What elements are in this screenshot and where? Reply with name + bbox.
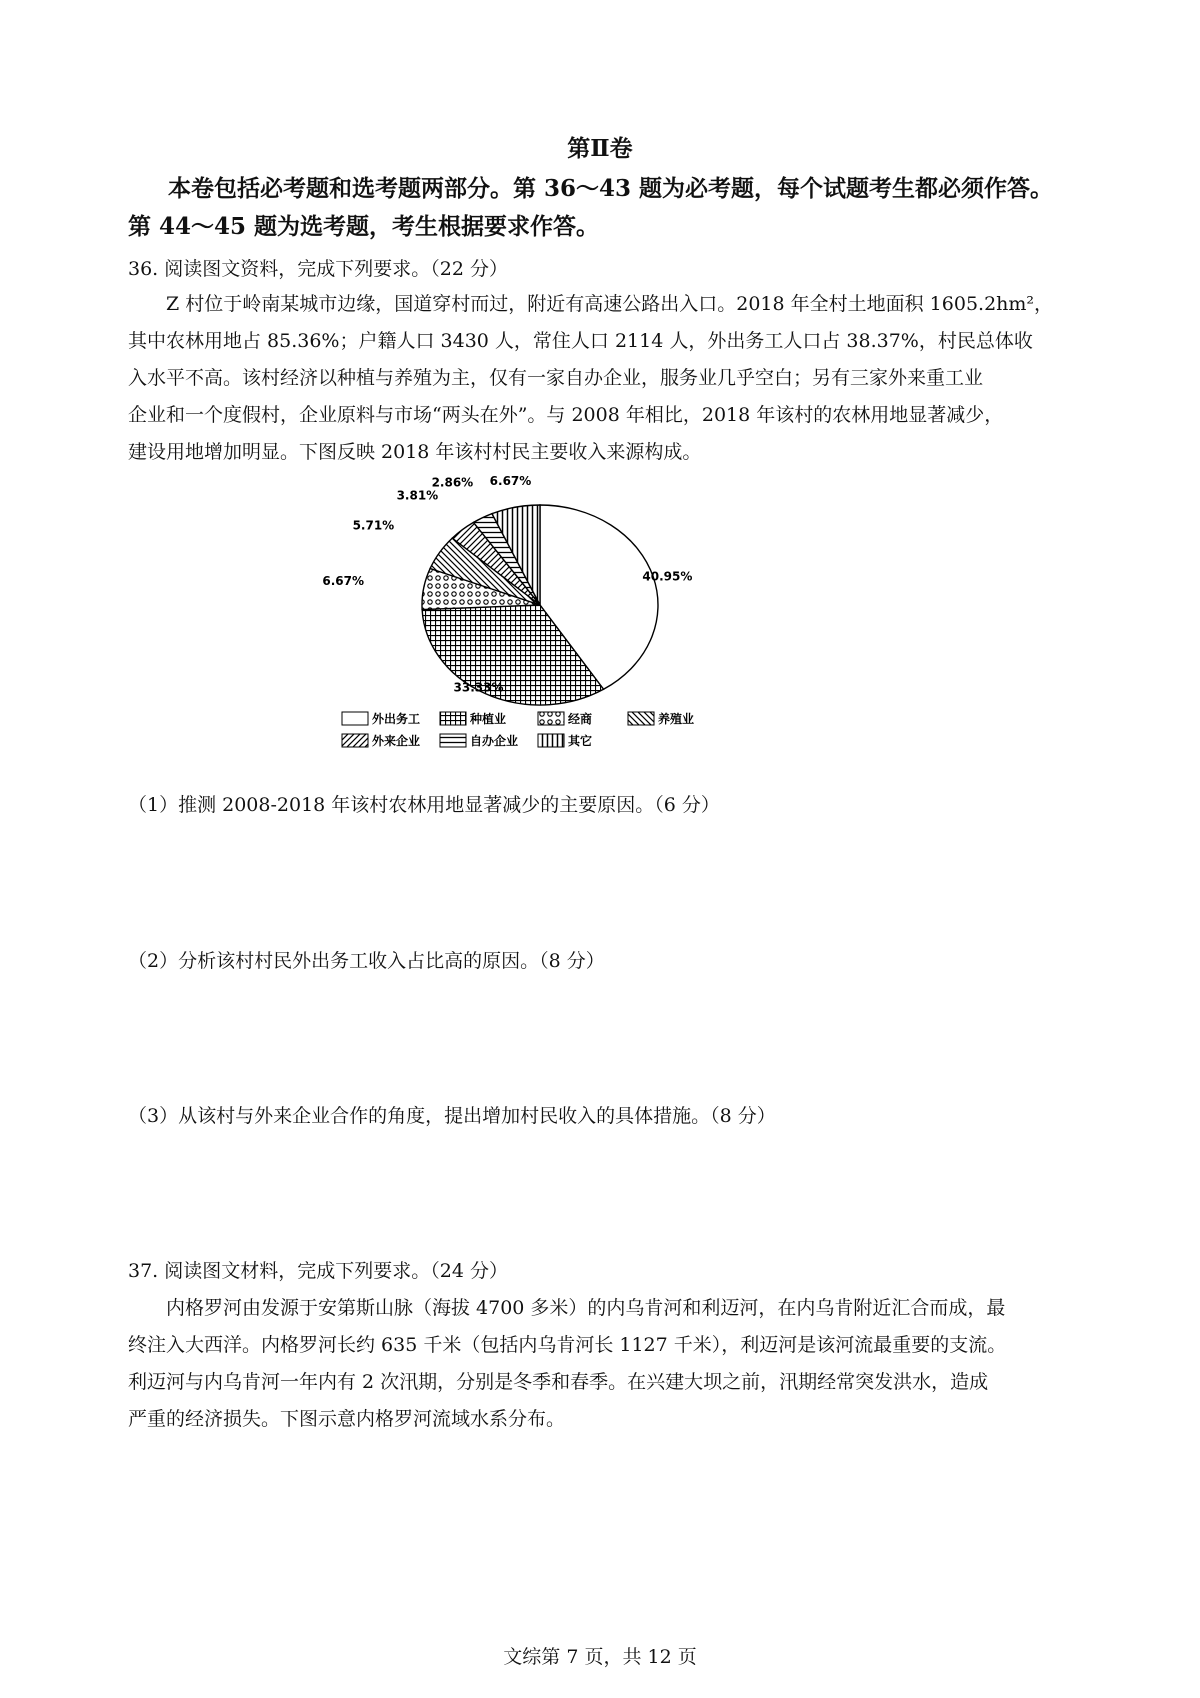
question-36-heading: 36. 阅读图文资料，完成下列要求。（22 分） [128,258,508,280]
material-line: 终注入大西洋。内格罗河长约 635 千米（包括内乌肯河长 1127 千米），利迈河是该河流最重要的支流。 [128,1334,1007,1356]
section-intro-line-2: 第 44～45 题为选考题，考生根据要求作答。 [128,213,600,240]
legend-label: 外来企业 [372,734,421,748]
question-36-material [128,286,1088,471]
material-line: Z 村位于岭南某城市边缘，国道穿村而过，附近有高速公路出入口。2018 年全村土地面积 1605.2hm²， [166,293,1054,315]
pie-slice-label: 5.71% [352,518,395,533]
legend-swatch [342,734,368,747]
income-pie-chart [322,470,750,760]
page-footer: 文综第 7 页，共 12 页 [503,1646,697,1668]
pie-slice-label: 3.81% [396,488,439,503]
pie-slice-label: 6.67% [489,474,532,489]
section-title: 第Ⅱ卷 [567,135,633,162]
legend-swatch [538,712,564,725]
legend-label: 种植业 [470,712,507,726]
material-line: 其中农林用地占 85.36%；户籍人口 3430 人，常住人口 2114 人，外出务工人口占 38.37%，村民总体收 [128,330,1033,352]
legend-swatch [342,712,368,725]
pie-slice-label: 33.33% [453,680,504,695]
pie-slice-label: 2.86% [431,475,474,490]
question-36-sub-2: （2）分析该村村民外出务工收入占比高的原因。（8 分） [128,950,605,972]
legend-label: 外出务工 [372,712,421,726]
legend-label: 其它 [568,734,593,748]
material-line: 严重的经济损失。下图示意内格罗河流域水系分布。 [128,1408,566,1430]
legend-swatch [538,734,564,747]
legend-label: 养殖业 [658,712,695,726]
question-37-heading: 37. 阅读图文材料，完成下列要求。（24 分） [128,1260,508,1282]
material-line: 建设用地增加明显。下图反映 2018 年该村村民主要收入来源构成。 [128,441,702,463]
legend-swatch [440,734,466,747]
section-intro-line-1: 本卷包括必考题和选考题两部分。第 36～43 题为必考题，每个试题考生都必须作答。 [168,175,1054,202]
material-line: 入水平不高。该村经济以种植与养殖为主，仅有一家自办企业，服务业几乎空白；另有三家外来重工业 [128,367,984,389]
legend-label: 经商 [568,712,593,726]
legend-swatch [440,712,466,725]
material-line: 企业和一个度假村，企业原料与市场“两头在外”。与 2008 年相比，2018 年该村的农林用地显著减少， [128,404,1004,426]
legend-label: 自办企业 [470,734,519,748]
material-line: 内格罗河由发源于安第斯山脉（海拔 4700 多米）的内乌肯河和利迈河，在内乌肯附近汇合而成，最 [166,1297,1006,1319]
legend-swatch [628,712,654,725]
question-36-sub-1: （1）推测 2008-2018 年该村农林用地显著减少的主要原因。（6 分） [128,794,720,816]
pie-slice-label: 6.67% [322,573,365,588]
material-line: 利迈河与内乌肯河一年内有 2 次汛期，分别是冬季和春季。在兴建大坝之前，汛期经常突发洪水，造成 [128,1371,989,1393]
question-37-material [128,1290,1088,1438]
pie-slice-label: 40.95% [642,569,693,584]
question-36-sub-3: （3）从该村与外来企业合作的角度，提出增加村民收入的具体措施。（8 分） [128,1105,776,1127]
